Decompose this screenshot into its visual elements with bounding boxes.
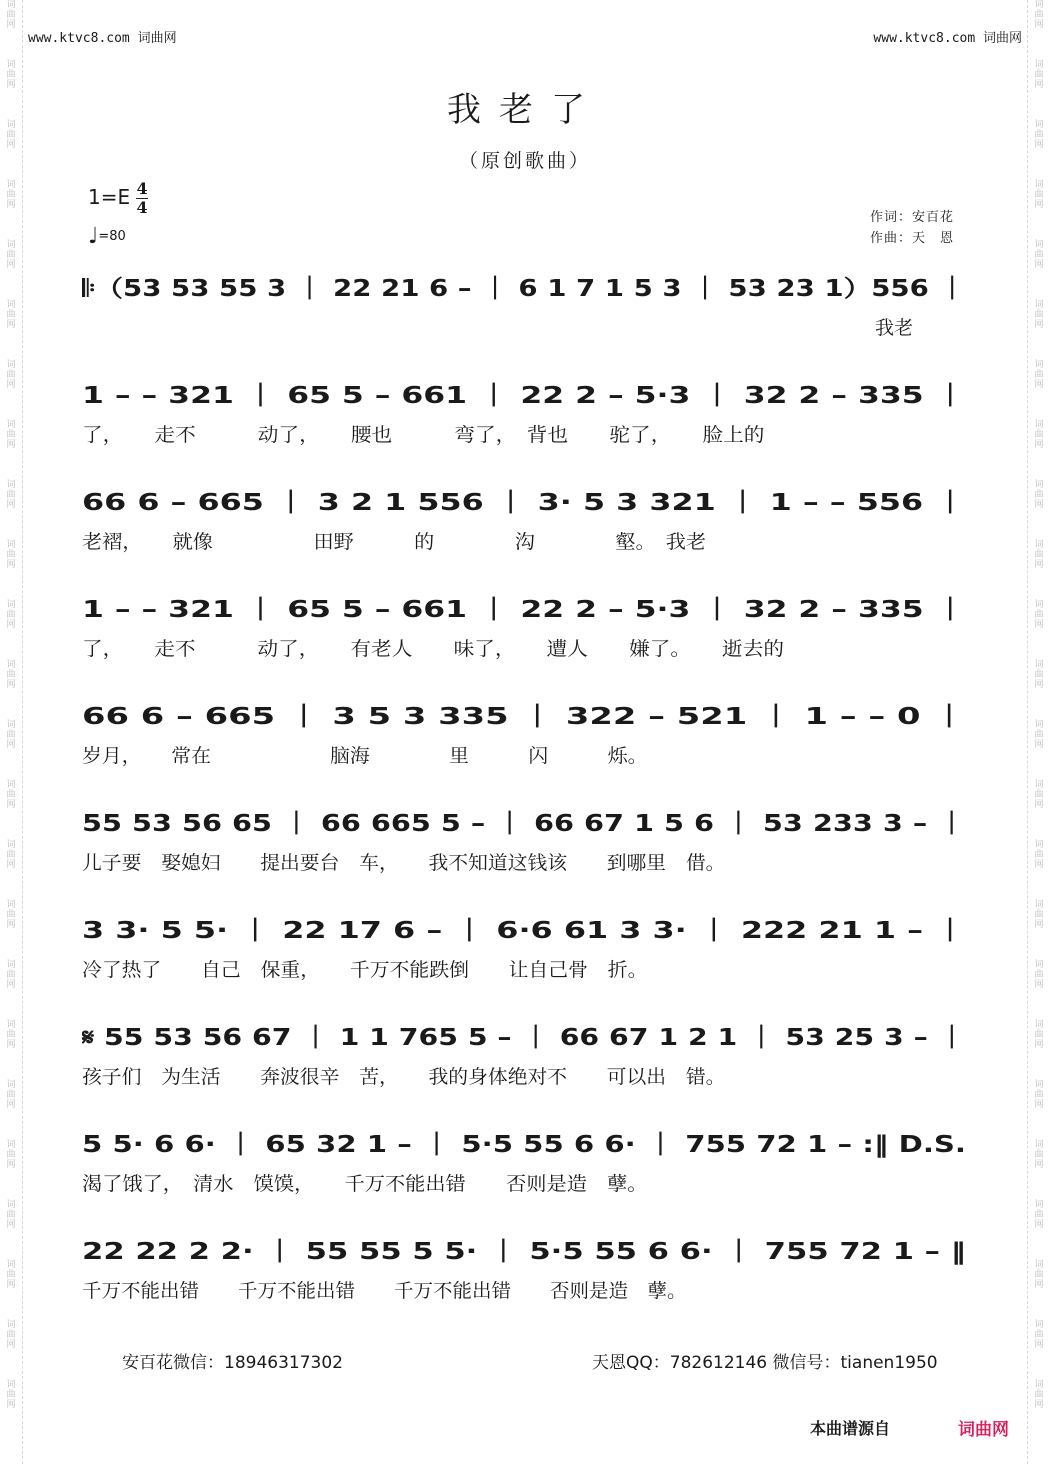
margin-watermark-text: 词曲网 <box>1034 1080 1044 1110</box>
lyric-line <box>82 312 972 342</box>
margin-watermark-text: 词曲网 <box>6 300 16 330</box>
margin-watermark-text: 词曲网 <box>1034 180 1044 210</box>
margin-watermark-text: 词曲网 <box>1034 300 1044 330</box>
margin-watermark-text: 词曲网 <box>1034 780 1044 810</box>
margin-watermark-text: 词曲网 <box>1034 1260 1044 1290</box>
lyric-line <box>82 526 972 556</box>
margin-watermark-text: 词曲网 <box>1034 480 1044 510</box>
lyric-line <box>82 419 972 449</box>
lyric-text: 千万不能出错 千万不能出错 千万不能出错 否则是造 孽。 <box>82 1280 687 1302</box>
composer-contact: 天恩QQ：782612146 微信号：tianen1950 <box>592 1353 938 1373</box>
key-signature <box>88 180 148 217</box>
notation-line <box>82 803 972 843</box>
tempo-value: =80 <box>98 229 126 244</box>
margin-watermark-text: 词曲网 <box>6 540 16 570</box>
margin-watermark-text: 词曲网 <box>6 1200 16 1230</box>
margin-watermark-text: 词曲网 <box>1034 240 1044 270</box>
margin-watermark-text: 词曲网 <box>1034 60 1044 90</box>
margin-watermark-text: 词曲网 <box>6 240 16 270</box>
lyric-line <box>82 1061 972 1091</box>
site-url-left[interactable]: www.ktvc8.com 词曲网 <box>28 31 177 46</box>
composer-credit: 作曲：天 恩 <box>870 231 955 246</box>
notation-text: 𝄆（53 53 55 3 ｜ 22 21 6 – ｜ 6 1 7 1 5 3 ｜ 53 23 1）556 ｜ <box>82 276 819 302</box>
margin-watermark-text: 词曲网 <box>6 900 16 930</box>
right-margin-watermark <box>1027 0 1050 1464</box>
margin-watermark-text: 词曲网 <box>6 180 16 210</box>
margin-watermark-text: 词曲网 <box>6 1320 16 1350</box>
lyric-line <box>82 1275 972 1305</box>
notation-line <box>82 375 972 415</box>
left-margin-watermark <box>0 0 23 1464</box>
margin-watermark-text: 词曲网 <box>1034 720 1044 750</box>
notation-line <box>82 1124 972 1164</box>
notation-line <box>82 1017 972 1057</box>
margin-watermark-text: 词曲网 <box>1034 1380 1044 1410</box>
notation-line <box>82 268 972 308</box>
margin-watermark-text: 词曲网 <box>6 720 16 750</box>
key-label: 1=E <box>88 185 131 209</box>
margin-watermark-text: 词曲网 <box>1034 1320 1044 1350</box>
margin-watermark-text: 词曲网 <box>1034 1140 1044 1170</box>
margin-watermark-text: 词曲网 <box>1034 840 1044 870</box>
lyric-text: 了， 走不 动了， 腰也 弯了， 背也 驼了， 脸上的 <box>82 424 765 446</box>
lyric-text: 冷了热了 自己 保重， 千万不能跌倒 让自己骨 折。 <box>82 959 648 981</box>
source-label: 本曲谱源自 <box>810 1419 891 1438</box>
margin-watermark-text: 词曲网 <box>1034 0 1044 30</box>
notation-text: 𝄋 55 53 56 67 ｜ 1 1 765 5 – ｜ 66 67 1 2 1 ｜ 53 25 3 – ｜ <box>82 1025 800 1051</box>
lyric-text: 老褶， 就像 田野 的 沟 壑。 我老 <box>82 531 706 553</box>
notation-text: 3 3· 5 5· ｜ 22 17 6 – ｜ 6·6 61 3 3· ｜ 222 21 1 – ｜ <box>82 918 721 944</box>
margin-watermark-text: 词曲网 <box>6 600 16 630</box>
margin-watermark-text: 词曲网 <box>1034 120 1044 150</box>
margin-watermark-text: 词曲网 <box>1034 1200 1044 1230</box>
notation-text: 66 6 – 665 ｜ 3 5 3 335 ｜ 322 – 521 ｜ 1 – – 0 ｜ <box>82 704 685 730</box>
lyricist-credit: 作词：安百花 <box>870 210 955 225</box>
margin-watermark-text: 词曲网 <box>6 60 16 90</box>
margin-watermark-text: 词曲网 <box>1034 960 1044 990</box>
margin-watermark-text: 词曲网 <box>1034 540 1044 570</box>
margin-watermark-text: 词曲网 <box>6 420 16 450</box>
lyric-text: 我老 <box>875 317 914 339</box>
margin-watermark-text: 词曲网 <box>1034 900 1044 930</box>
lyric-text: 儿子要 娶媳妇 提出要台 车， 我不知道这钱该 到哪里 借。 <box>82 852 726 874</box>
time-signature-top: 4 <box>136 179 148 198</box>
site-url-right[interactable]: www.ktvc8.com 词曲网 <box>873 31 1022 46</box>
quarter-note-icon: ♩ <box>88 224 99 249</box>
margin-watermark-text: 词曲网 <box>6 780 16 810</box>
notation-text: 1 – – 321 ｜ 65 5 – 661 ｜ 22 2 – 5·3 ｜ 32 2 – 335 ｜ <box>82 383 729 409</box>
margin-watermark-text: 词曲网 <box>6 1260 16 1290</box>
margin-watermark-text: 词曲网 <box>6 1380 16 1410</box>
notation-text: 66 6 – 665 ｜ 3 2 1 556 ｜ 3· 5 3 321 ｜ 1 – – 556 ｜ <box>82 490 722 516</box>
margin-watermark-text: 词曲网 <box>1034 660 1044 690</box>
tempo-marking <box>88 224 126 249</box>
lyric-line <box>82 1168 972 1198</box>
lyric-line <box>82 954 972 984</box>
lyric-text: 岁月， 常在 脑海 里 闪 烁。 <box>82 745 648 767</box>
lyric-text: 渴了饿了， 清水 馍馍， 千万不能出错 否则是造 孽。 <box>82 1173 648 1195</box>
notation-line <box>82 910 972 950</box>
lyric-line <box>82 633 972 663</box>
time-signature <box>136 180 147 217</box>
notation-line <box>82 482 972 522</box>
notation-line <box>82 696 972 736</box>
notation-text: 5 5· 6 6· ｜ 65 32 1 – ｜ 5·5 55 6 6· ｜ 755 72 1 – :‖ D.S. <box>82 1132 779 1158</box>
margin-watermark-text: 词曲网 <box>6 480 16 510</box>
notation-text: 1 – – 321 ｜ 65 5 – 661 ｜ 22 2 – 5·3 ｜ 32 2 – 335 ｜ <box>82 597 729 623</box>
margin-watermark-text: 词曲网 <box>6 660 16 690</box>
lyric-line <box>82 847 972 877</box>
margin-watermark-text: 词曲网 <box>1034 360 1044 390</box>
margin-watermark-text: 词曲网 <box>6 120 16 150</box>
time-signature-bottom: 4 <box>136 198 148 217</box>
margin-watermark-text: 词曲网 <box>6 360 16 390</box>
margin-watermark-text: 词曲网 <box>6 1020 16 1050</box>
margin-watermark-text: 词曲网 <box>1034 600 1044 630</box>
lyric-text: 孩子们 为生活 奔波很辛 苦， 我的身体绝对不 可以出 错。 <box>82 1066 726 1088</box>
lyric-line <box>82 740 972 770</box>
notation-text: 22 22 2 2· ｜ 55 55 5 5· ｜ 5·5 55 6 6· ｜ 755 72 1 – ‖ <box>82 1239 746 1265</box>
margin-watermark-text: 词曲网 <box>6 1080 16 1110</box>
notation-line <box>82 1231 972 1271</box>
lyricist-contact: 安百花微信：18946317302 <box>122 1353 343 1373</box>
notation-text: 55 53 56 65 ｜ 66 665 5 – ｜ 66 67 1 5 6 ｜ 53 233 3 – ｜ <box>82 811 790 837</box>
margin-watermark-text: 词曲网 <box>1034 420 1044 450</box>
lyric-text: 了， 走不 动了， 有老人 味了， 遭人 嫌了。 逝去的 <box>82 638 784 660</box>
margin-watermark-text: 词曲网 <box>6 960 16 990</box>
margin-watermark-text: 词曲网 <box>6 1140 16 1170</box>
source-brand-logo[interactable]: 词曲网 <box>958 1420 1009 1440</box>
margin-watermark-text: 词曲网 <box>6 840 16 870</box>
margin-watermark-text: 词曲网 <box>6 0 16 30</box>
song-subtitle: （原创歌曲） <box>458 150 591 172</box>
margin-watermark-text: 词曲网 <box>1034 1020 1044 1050</box>
notation-line <box>82 589 972 629</box>
song-title: 我老了 <box>447 90 603 130</box>
